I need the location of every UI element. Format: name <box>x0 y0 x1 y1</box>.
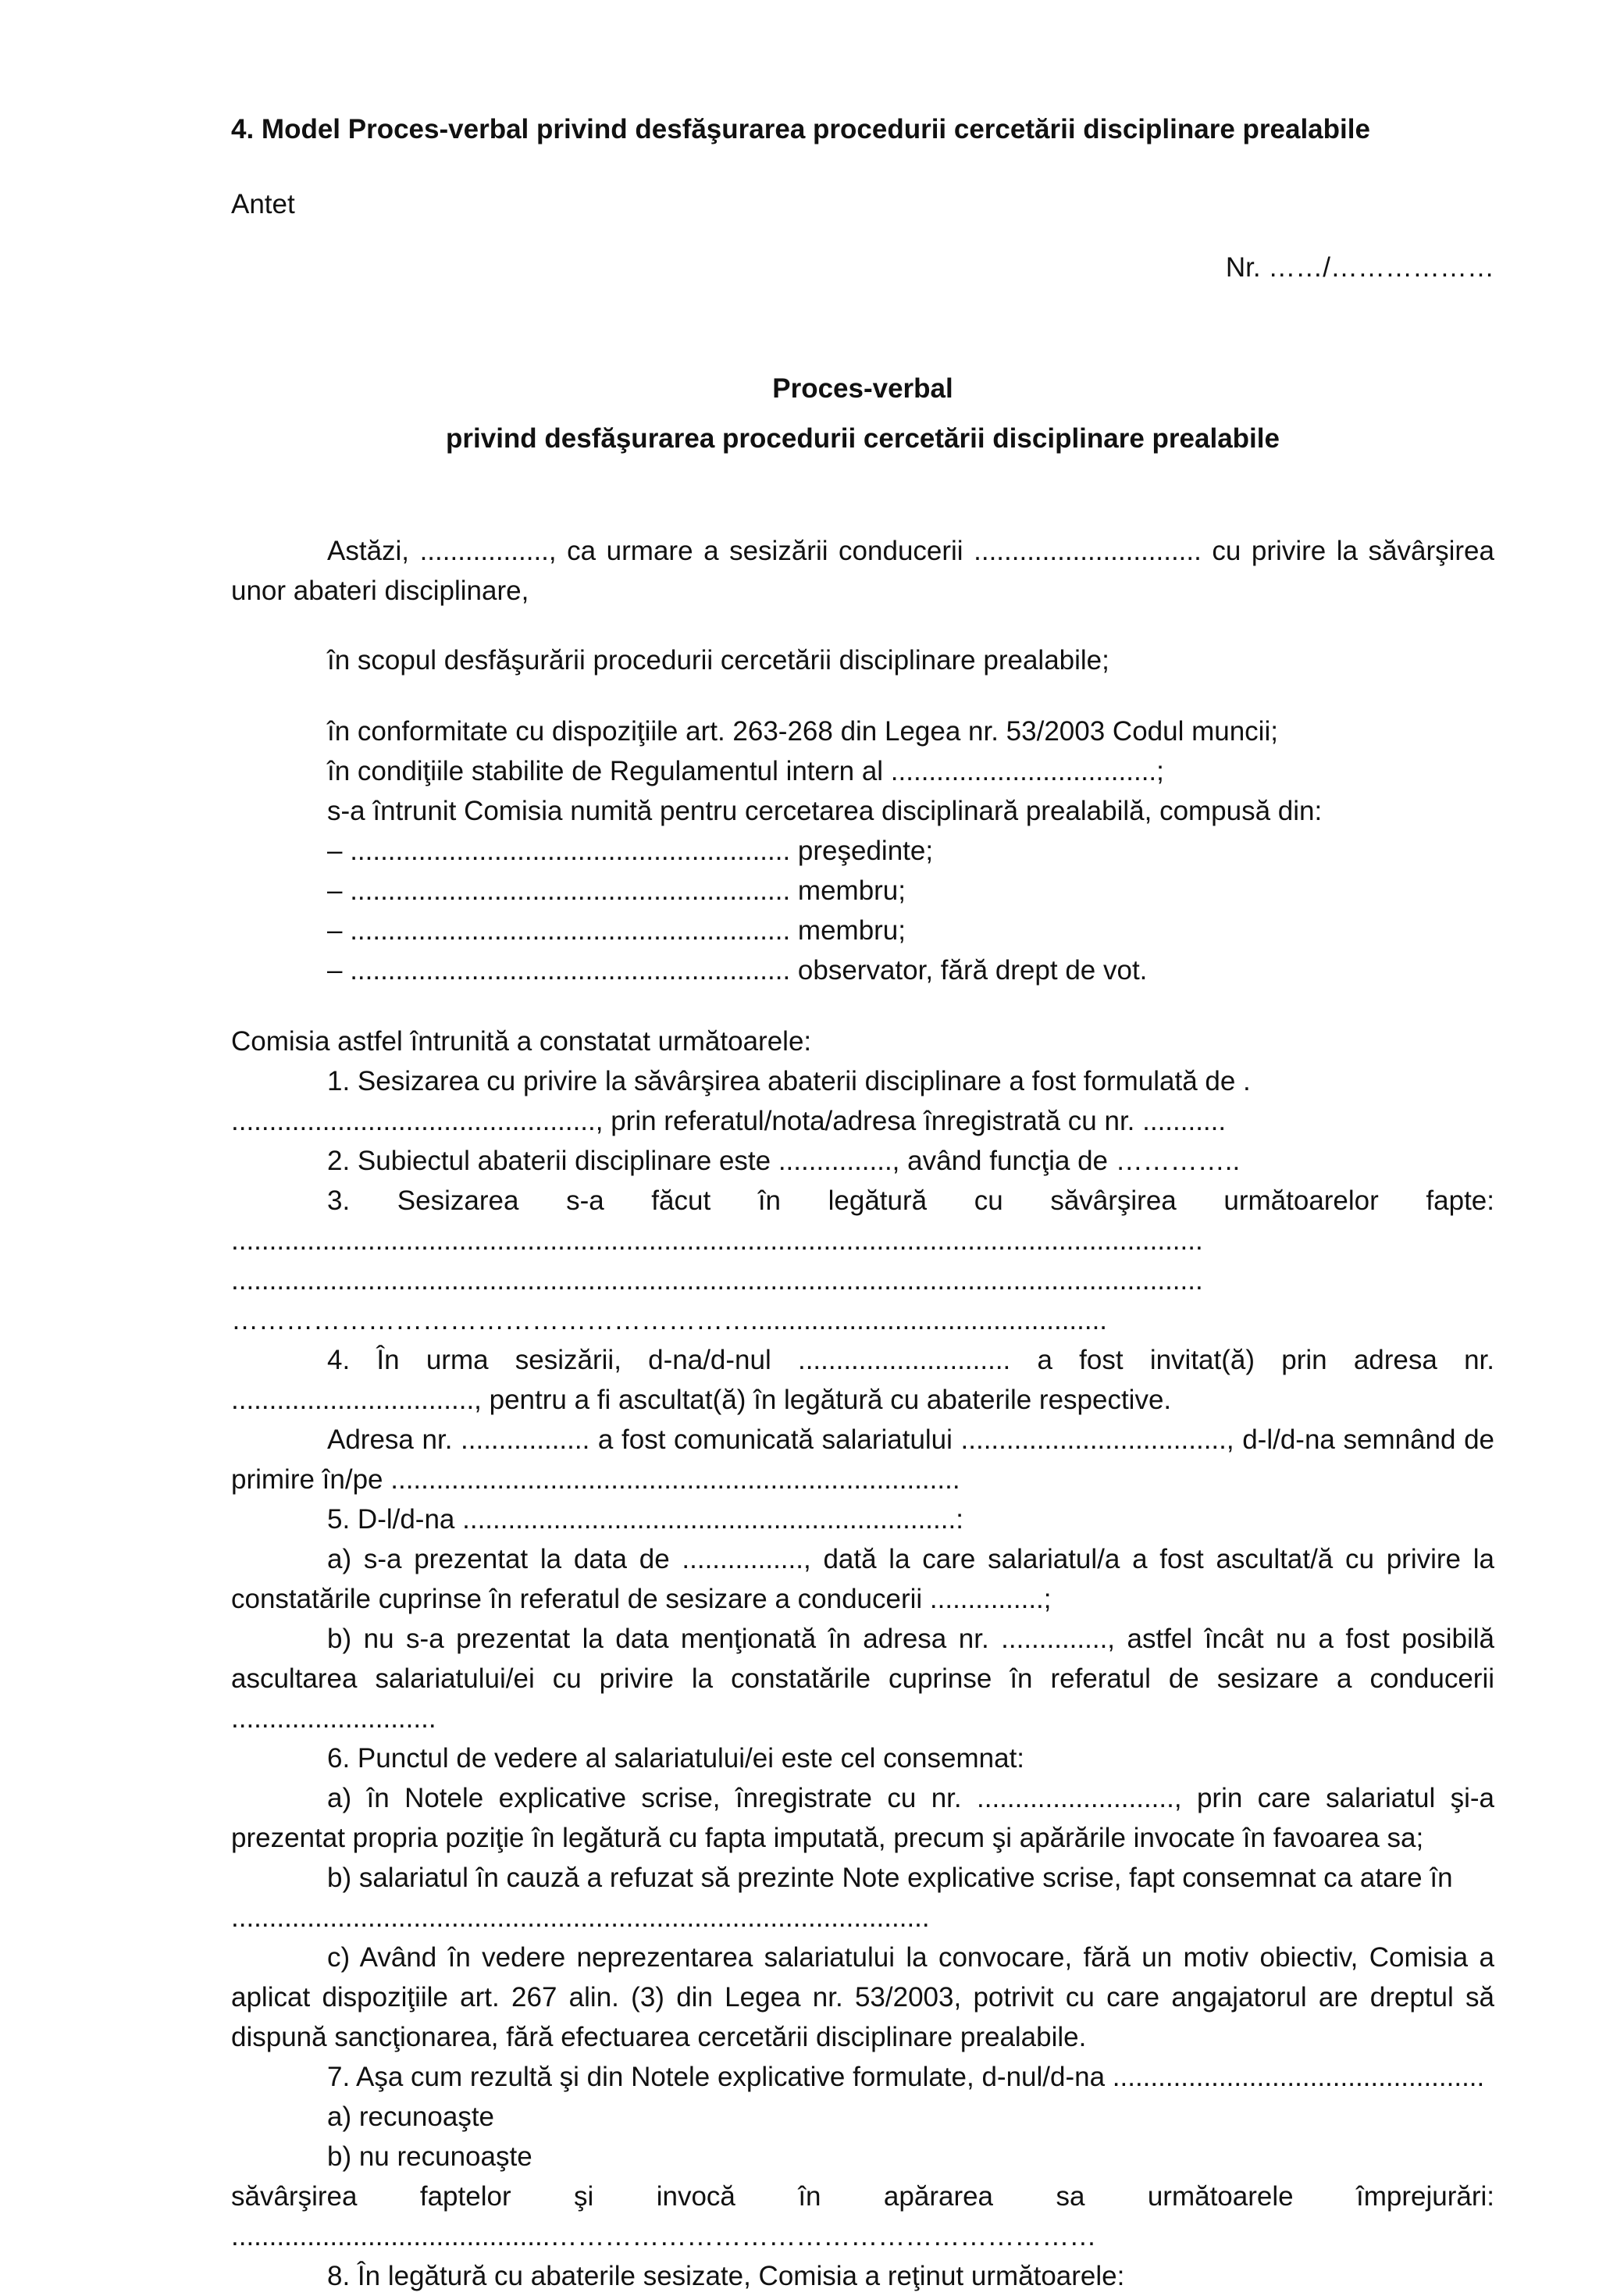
commission-line: s-a întrunit Comisia numită pentru cercetarea disciplinară prealabilă, compusă din: <box>327 796 1323 826</box>
finding-7-dots: ..........................................…………………………………………………… <box>231 2221 1097 2251</box>
finding-6-c: c) Având în vedere neprezentarea salariatului la convocare, fără un motiv obiectiv, Comisia a aplicat dispoziţiile art. 267 alin. (3) din Legea nr. 53/2003, potrivit cu care angajatorul are dreptul să dispună sancţionarea, fără efectuarea cercetării disciplinare prealabile. <box>231 1942 1494 2052</box>
finding-5-b: b) nu s-a prezentat la data menţionată în adresa nr. .............., astfel încât nu a fost posibilă ascultarea salariatului/ei cu privire la constatările cuprinse în referatul de sesizare a conducerii ........................... <box>231 1624 1494 1734</box>
finding-5: 5. D-l/d-na .................................................................: <box>327 1504 963 1535</box>
finding-3-dots-1: ................................................................................................................................ <box>231 1225 1203 1256</box>
finding-6-a: a) în Notele explicative scrise, înregistrate cu nr. .........................., prin care salariatul şi-a prezentat propria poziţie în legătură cu fapta imputată, precum şi apărările invocate în favoarea sa; <box>231 1783 1494 1853</box>
document-heading: 4. Model Proces-verbal privind desfăşurarea procedurii cercetării disciplinare prealabile <box>231 114 1370 144</box>
finding-3: 3. Sesizarea s-a făcut în legătură cu săvârşirea următoarelor fapte: <box>327 1185 1494 1216</box>
finding-2: 2. Subiectul abaterii disciplinare este ..............., având funcţia de ………….. <box>327 1146 1241 1176</box>
finding-6: 6. Punctul de vedere al salariatului/ei este cel consemnat: <box>327 1743 1025 1774</box>
members-list <box>231 831 1494 990</box>
finding-8: 8. În legătură cu abaterile sesizate, Comisia a reţinut următoarele: <box>327 2261 1125 2291</box>
intro-paragraph: Astăzi, ................., ca urmare a sesizării conducerii .............................. cu privire la săvârşirea unor abateri disciplinare, <box>231 536 1494 606</box>
finding-4: 4. În urma sesizării, d-na/d-nul ............................ a fost invitat(ă) prin adresa nr. <box>327 1345 1494 1375</box>
document-page <box>231 109 1494 2296</box>
finding-7: 7. Aşa cum rezultă şi din Notele explicative formulate, d-nul/d-na ................................................. <box>327 2062 1485 2092</box>
regulation-line: în condiţiile stabilite de Regulamentul intern al ...................................; <box>327 756 1164 786</box>
purpose-paragraph: în scopul desfăşurării procedurii cercetării disciplinare prealabile; <box>327 645 1109 676</box>
legal-basis-line: în conformitate cu dispoziţiile art. 263-268 din Legea nr. 53/2003 Codul muncii; <box>327 716 1278 747</box>
member-president: – .......................................................... preşedinte; <box>327 836 934 866</box>
finding-1-continued: ................................................, prin referatul/nota/adresa înregistrată cu nr. ........... <box>231 1106 1227 1136</box>
title-line-1: Proces-verbal <box>772 373 953 404</box>
finding-4-continued: ................................, pentru a fi ascultat(ă) în legătură cu abaterile respective. <box>231 1385 1172 1415</box>
registration-number: Nr. ……/……………… <box>1225 252 1494 283</box>
member-1: – .......................................................... membru; <box>327 875 906 906</box>
member-2: – .......................................................... membru; <box>327 915 906 946</box>
finding-6-b: b) salariatul în cauză a refuzat să prezinte Note explicative scrise, fapt consemnat ca atare în ............................................................................................ <box>231 1863 1453 1933</box>
finding-7-b: b) nu recunoaşte <box>327 2141 532 2172</box>
finding-5-a: a) s-a prezentat la data de ................, dată la care salariatul/a a fost ascultat/ă cu privire la constatările cuprinse în referatul de sesizare a conducerii ...............; <box>231 1544 1494 1614</box>
member-observer: – .......................................................... observator, fără drept de vot. <box>327 955 1148 986</box>
finding-7-circumstances: săvârşirea faptelor şi invocă în apărarea sa următoarele împrejurări: <box>231 2181 1494 2212</box>
antet-label: Antet <box>231 189 295 219</box>
finding-3-dots-2: ................................................................................................................................ <box>231 1265 1203 1296</box>
document-title <box>231 364 1494 464</box>
finding-4-address: Adresa nr. ................. a fost comunicată salariatului ..................................., d-l/d-na semnând de primire în/pe ........................................................................... <box>231 1424 1494 1495</box>
findings-intro: Comisia astfel întrunită a constatat următoarele: <box>231 1026 812 1057</box>
finding-3-dots-3: …………………………………………………............................................... <box>231 1305 1108 1335</box>
title-line-2: privind desfăşurarea procedurii cercetării disciplinare prealabile <box>446 423 1280 454</box>
finding-1: 1. Sesizarea cu privire la săvârşirea abaterii disciplinare a fost formulată de . <box>327 1066 1251 1096</box>
finding-7-a: a) recunoaşte <box>327 2102 495 2132</box>
